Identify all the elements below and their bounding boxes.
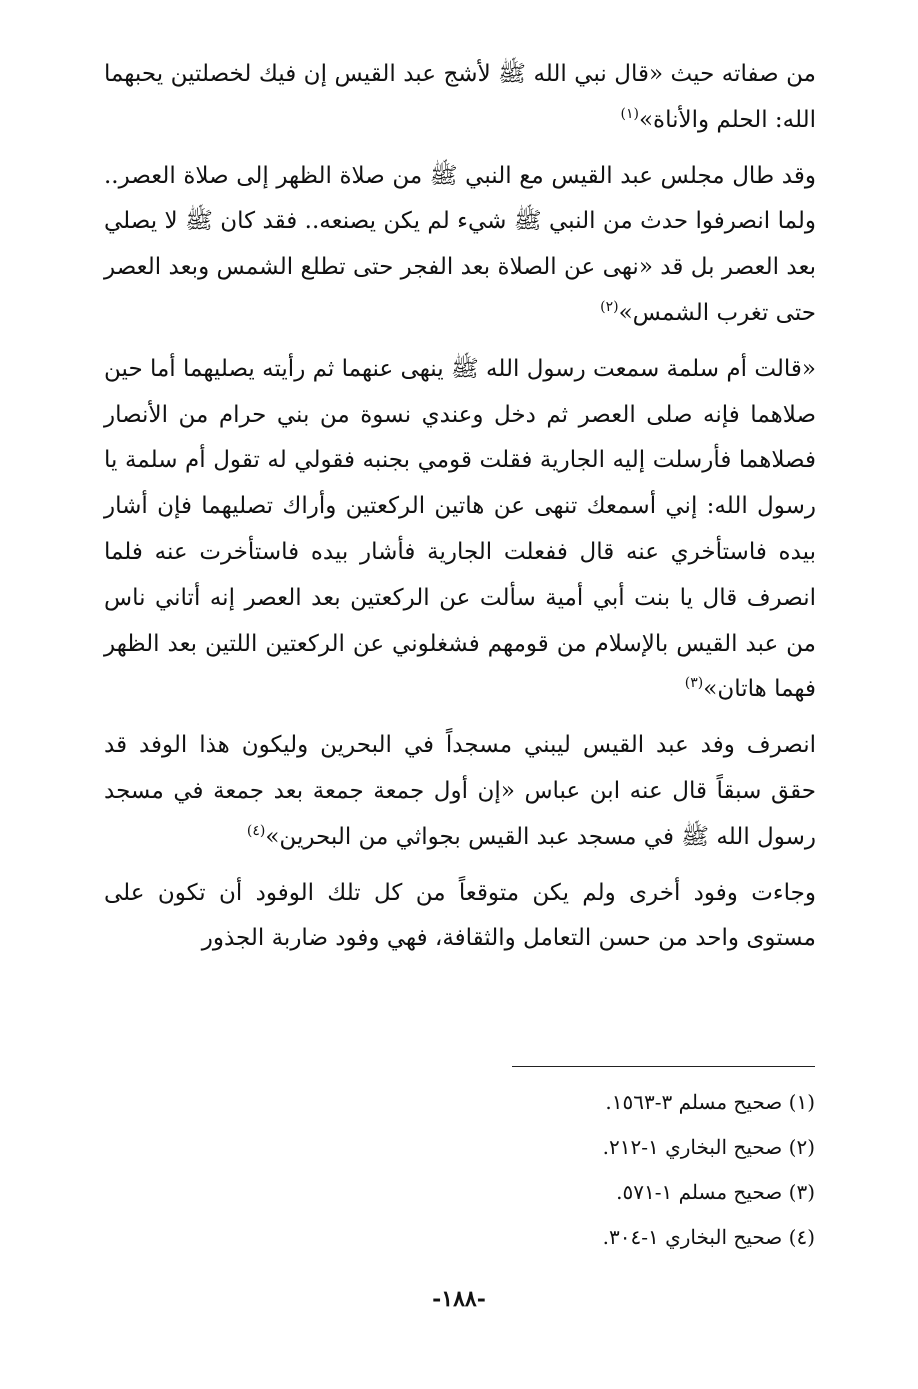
paragraph-3 [104, 347, 816, 713]
paragraph-text: «قالت أم سلمة سمعت رسول الله ﷺ ينهى عنهما ثم رأيته يصليهما أما حين صلاهما فإنه صلى العصر ثم دخل وعندي نسوة من بني حرام من الأنصار فصلاهما فأرسلت إليه الجارية فقلت قومي بجنبه فقولي له تقول أم سلمة يا رسول الله: إني أسمعك تنهى عن هاتين الركعتين وأراك تصليهما فإن أشار بيده فاستأخري عنه قال ففعلت الجارية فأشار بيده فاستأخرت عنه فلما انصرف قال يا بنت أبي أمية سألت عن الركعتين بعد العصر إنه أتاني ناس من عبد القيس بالإسلام من قومهم فشغلوني عن الركعتين اللتين بعد الظهر فهما هاتان» [104, 355, 816, 703]
paragraph-5 [104, 871, 816, 963]
footnote-ref: (٢) [600, 298, 619, 315]
paragraph-4 [104, 723, 816, 860]
footnote-3: (٣) صحيح مسلم ١-٥٧١. [616, 1180, 815, 1204]
main-text [104, 52, 816, 972]
page-number: -١٨٨- [432, 1286, 486, 1312]
footnote-ref: (١) [620, 105, 639, 122]
paragraph-text: وقد طال مجلس عبد القيس مع النبي ﷺ من صلاة الظهر إلى صلاة العصر.. ولما انصرفوا حدث من النبي ﷺ شيء لم يكن يصنعه.. فقد كان ﷺ لا يصلي بعد العصر بل قد «نهى عن الصلاة بعد الفجر حتى تطلع الشمس وبعد العصر حتى تغرب الشمس» [104, 162, 816, 326]
paragraph-2 [104, 154, 816, 337]
footnote-ref: (٤) [246, 822, 266, 839]
paragraph-text: من صفاته حيث «قال نبي الله ﷺ لأشج عبد القيس إن فيك لخصلتين يحبهما الله: الحلم والأناة» [104, 61, 816, 133]
footnote-divider [512, 1066, 815, 1067]
footnote-ref: (٣) [684, 675, 704, 692]
footnotes [415, 1080, 815, 1260]
footnote-2: (٢) صحيح البخاري ١-٢١٢. [602, 1135, 815, 1159]
footnote-4: (٤) صحيح البخاري ١-٣٠٤. [602, 1225, 815, 1249]
paragraph-text: وجاءت وفود أخرى ولم يكن متوقعاً من كل تلك الوفود أن تكون على مستوى واحد من حسن التعامل والثقافة، فهي وفود ضاربة الجذور [104, 879, 816, 952]
paragraph-text: انصرف وفد عبد القيس ليبني مسجداً في البحرين وليكون هذا الوفد قد حقق سبقاً قال عنه ابن عباس «إن أول جمعة جمعة بعد جمعة في مسجد رسول الله ﷺ في مسجد عبد القيس بجواثي من البحرين» [104, 732, 816, 850]
footnote-1: (١) صحيح مسلم ٣-١٥٦٣. [605, 1090, 815, 1114]
paragraph-1 [104, 52, 816, 144]
